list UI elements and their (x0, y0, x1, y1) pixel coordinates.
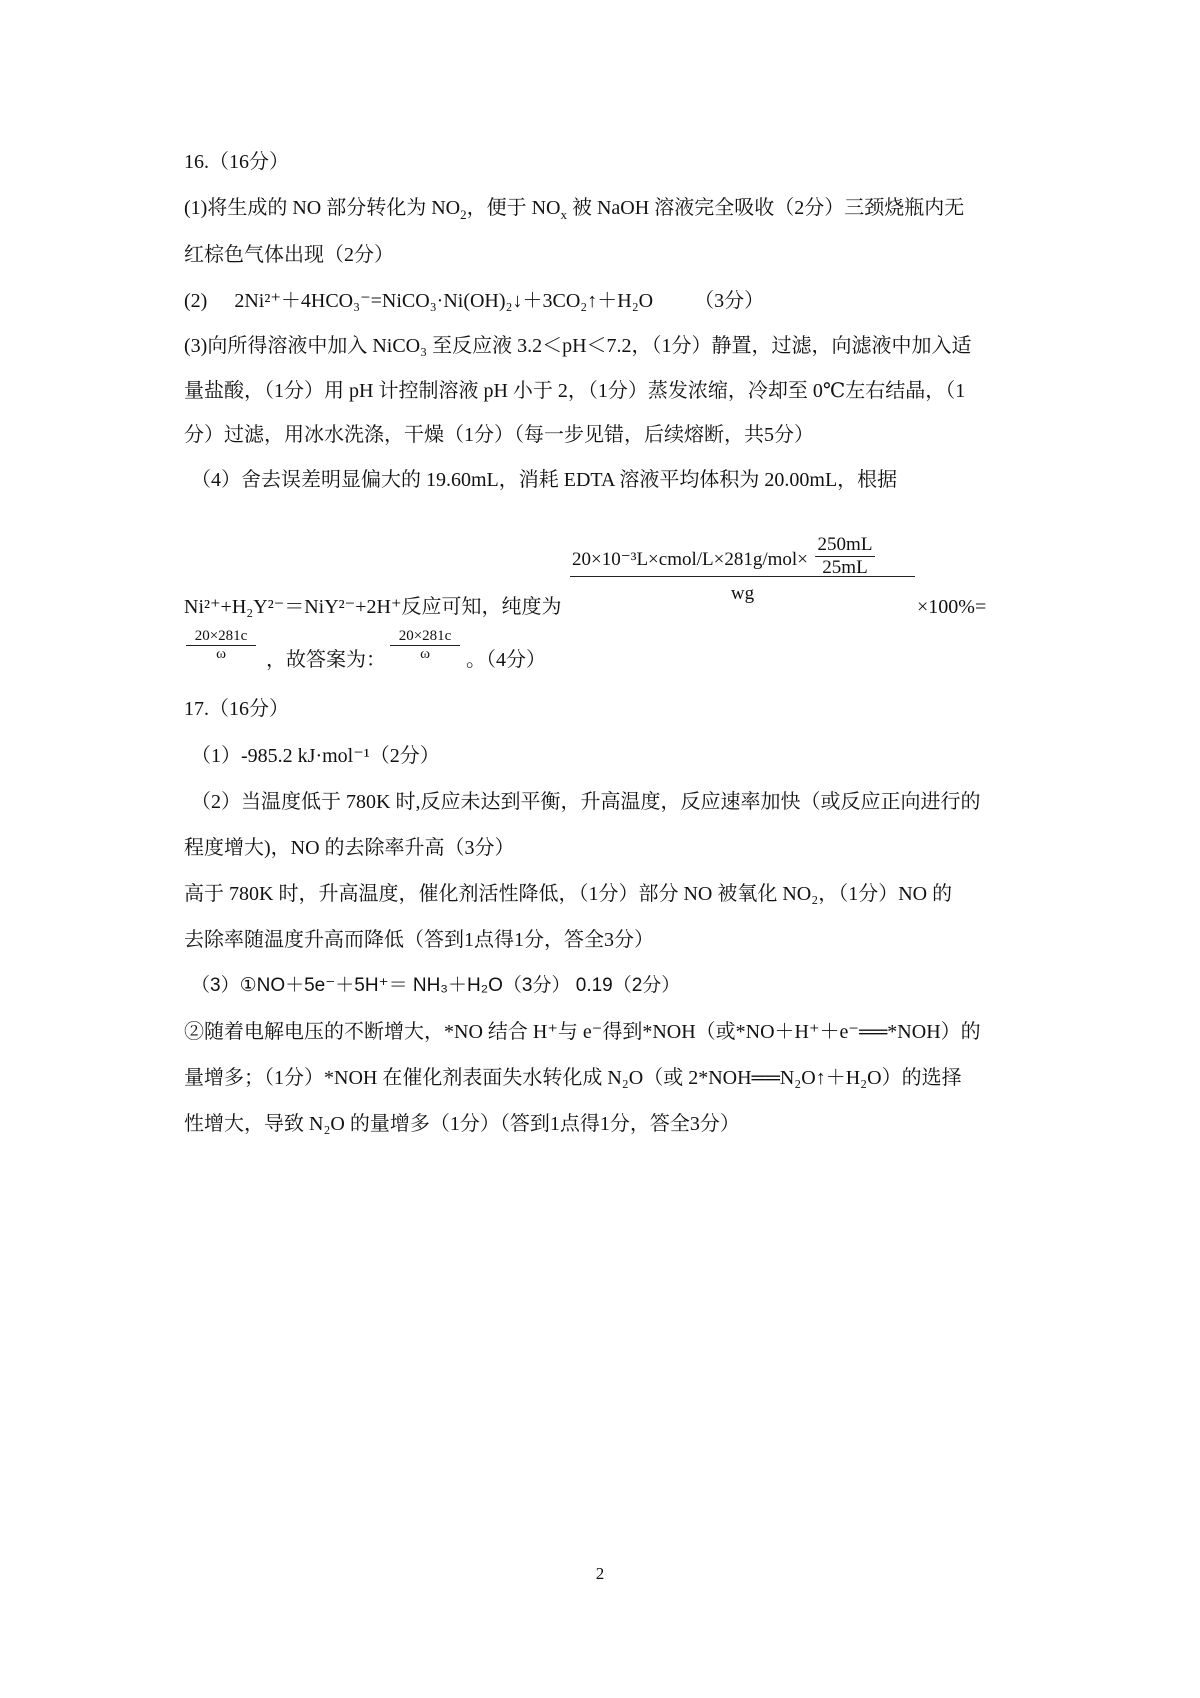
q16-part1-sub-2: 2 (460, 207, 467, 222)
purity-formula (570, 500, 915, 605)
q16-header: 16.（16分） (184, 151, 289, 173)
formula-numerator: 20×10⁻³L×cmol/L×281g/mol× (572, 549, 808, 570)
q16-part1-line2: 红棕色气体出现（2分） (184, 244, 394, 266)
q17-part3-line3: 量增多；（1分）*NOH 在催化剂表面失水转化成 N₂O（或 2*NOH══N₂O↑＋H₂O）的选择 (184, 1067, 962, 1089)
answer-fraction-a-denominator: ω (186, 645, 256, 663)
q17-part1: （1）-985.2 kJ·mol⁻¹（2分） (191, 745, 440, 767)
q16-part2-line (184, 287, 764, 315)
q17-part3-line2: ②随着电解电压的不断增大，*NO 结合 H⁺与 e⁻得到*NOH（或*NO＋H⁺＋e⁻══*NOH）的 (184, 1021, 981, 1043)
q17-part3-line4: 性增大，导致 N₂O 的量增多（1分）（答到1点得1分，答全3分） (184, 1113, 740, 1135)
answer-fraction-a-numerator: 20×281c (194, 628, 248, 644)
inner-denominator: 25mL (815, 556, 875, 579)
answer-fraction-b-denominator: ω (390, 645, 460, 663)
q16-part1-line1 (184, 194, 964, 222)
q16-part2-equation: 2Ni²⁺＋4HCO₃⁻=NiCO₃·Ni(OH)₂↓＋3CO₂↑＋H₂O (234, 290, 654, 312)
q16-part1-text-a: (1)将生成的 NO 部分转化为 NO (184, 197, 461, 219)
q16-answer-score: 。（4分） (466, 649, 546, 671)
q16-part4-line1: （4）舍去误差明显偏大的 19.60mL，消耗 EDTA 溶液平均体积为 20.00mL，根据 (191, 469, 898, 491)
q16-part1-text-b: ，便于 NO (466, 197, 561, 219)
q16-part3-line1: (3)向所得溶液中加入 NiCO₃ 至反应液 3.2＜pH＜7.2，（1分）静置，过滤，向滤液中加入适 (184, 335, 972, 357)
answer-fraction-b-numerator: 20×281c (398, 628, 452, 644)
q17-part2-line2: 程度增大)，NO 的去除率升高（3分） (184, 837, 515, 859)
page-number: 2 (595, 1564, 605, 1583)
answer-fraction-b (390, 628, 460, 663)
q17-part2-line1: （2）当温度低于 780K 时,反应未达到平衡，升高温度，反应速率加快（或反应正向进行的 (191, 791, 981, 813)
q16-part1-sub-x: x (560, 207, 567, 222)
q17-part3-line1: （3）①NO＋5e⁻＋5H⁺＝ NH₃＋H₂O（3分） 0.19（2分） (191, 975, 681, 996)
formula-denominator: wg (570, 576, 915, 605)
inner-fraction (815, 534, 875, 579)
answer-fraction-a (186, 628, 256, 663)
q16-part1-text-c: 被 NaOH 溶液完全吸收（2分）三颈烧瓶内无 (566, 197, 965, 219)
q17-part2-line3: 高于 780K 时，升高温度，催化剂活性降低，（1分）部分 NO 被氧化 NO₂，（1分）NO 的 (184, 883, 953, 905)
q16-part3-line3: 分）过滤，用冰水洗涤，干燥（1分）（每一步见错，后续熔断，共5分） (184, 424, 814, 446)
q16-part2-score: （3分） (694, 290, 765, 312)
q16-part4-line2: Ni²⁺+H₂Y²⁻＝NiY²⁻+2H⁺反应可知，纯度为 (184, 596, 562, 618)
inner-numerator: 250mL (817, 534, 873, 555)
q16-part3-line2: 量盐酸，（1分）用 pH 计控制溶液 pH 小于 2，（1分）蒸发浓缩，冷却至 0℃左右结晶，（1 (184, 380, 966, 402)
q16-part2-label: (2) (184, 290, 208, 312)
q17-part2-line4: 去除率随温度升高而降低（答到1点得1分，答全3分） (184, 929, 654, 951)
q16-answer-label: ，故答案为： (266, 649, 386, 671)
q17-header: 17.（16分） (184, 698, 289, 720)
q16-part4-percent: ×100%= (917, 596, 987, 618)
